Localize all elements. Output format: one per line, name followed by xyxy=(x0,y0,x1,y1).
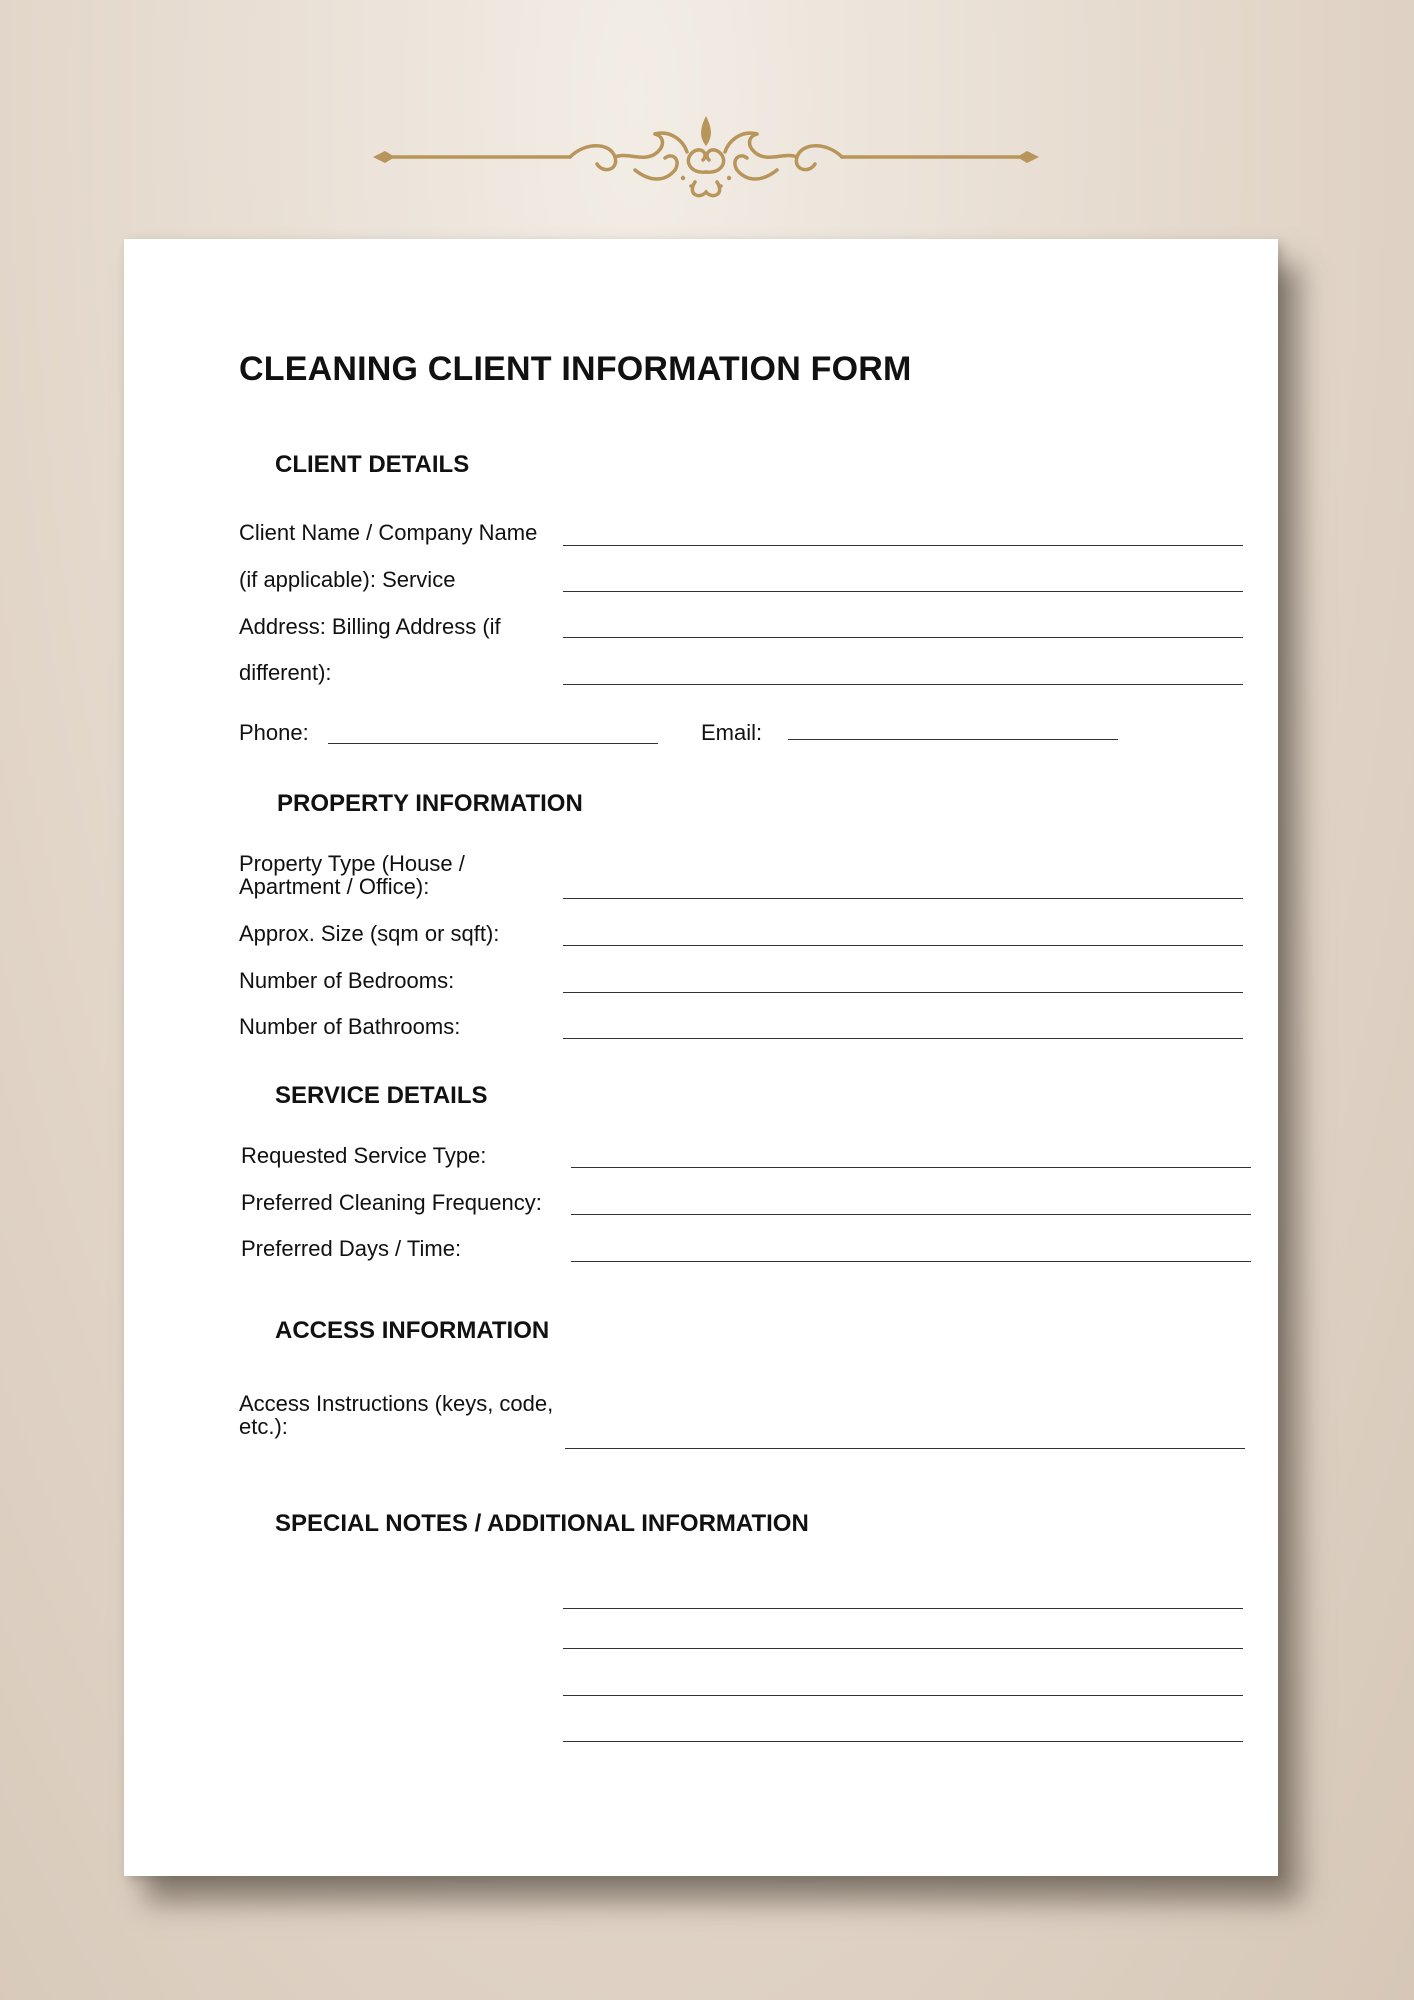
section-heading-access-information: ACCESS INFORMATION xyxy=(275,1317,550,1344)
section-heading-special-notes: SPECIAL NOTES / ADDITIONAL INFORMATION xyxy=(275,1510,809,1537)
notes-line-2[interactable] xyxy=(563,1648,1243,1649)
access-instructions-line[interactable] xyxy=(565,1448,1245,1449)
form-title: CLEANING CLIENT INFORMATION FORM xyxy=(239,350,912,388)
notes-line-1[interactable] xyxy=(563,1608,1243,1609)
email-line[interactable] xyxy=(788,739,1118,740)
phone-line[interactable] xyxy=(328,743,658,744)
bathrooms-label: Number of Bathrooms: xyxy=(239,1014,461,1039)
frequency-label: Preferred Cleaning Frequency: xyxy=(241,1190,542,1215)
form-sheet xyxy=(124,239,1278,1876)
notes-line-4[interactable] xyxy=(563,1741,1243,1742)
address-extra-line[interactable] xyxy=(563,684,1243,685)
service-line[interactable] xyxy=(563,591,1243,592)
billing-address-line[interactable] xyxy=(563,637,1243,638)
client-name-line[interactable] xyxy=(563,545,1243,546)
property-type-line[interactable] xyxy=(563,898,1243,899)
service-label: (if applicable): Service xyxy=(239,567,456,592)
bedrooms-label: Number of Bedrooms: xyxy=(239,968,455,993)
property-type-label-line2: Apartment / Office): xyxy=(239,874,430,899)
service-type-label: Requested Service Type: xyxy=(241,1143,487,1168)
different-label: different): xyxy=(239,660,332,685)
decorative-flourish xyxy=(365,112,1047,202)
billing-address-label: Address: Billing Address (if xyxy=(239,614,501,639)
access-instructions-label-line1: Access Instructions (keys, code, xyxy=(239,1391,554,1416)
notes-line-3[interactable] xyxy=(563,1695,1243,1696)
phone-label: Phone: xyxy=(239,720,309,745)
bedrooms-line[interactable] xyxy=(563,992,1243,993)
bathrooms-line[interactable] xyxy=(563,1038,1243,1039)
section-heading-client-details: CLIENT DETAILS xyxy=(275,451,470,478)
days-time-label: Preferred Days / Time: xyxy=(241,1236,462,1261)
approx-size-line[interactable] xyxy=(563,945,1243,946)
client-name-label: Client Name / Company Name xyxy=(239,520,538,545)
email-label: Email: xyxy=(701,720,763,745)
approx-size-label: Approx. Size (sqm or sqft): xyxy=(239,921,500,946)
frequency-line[interactable] xyxy=(571,1214,1251,1215)
service-type-line[interactable] xyxy=(571,1167,1251,1168)
section-heading-service-details: SERVICE DETAILS xyxy=(275,1082,488,1109)
days-time-line[interactable] xyxy=(571,1261,1251,1262)
section-heading-property-information: PROPERTY INFORMATION xyxy=(277,790,583,817)
property-type-label-line1: Property Type (House / xyxy=(239,851,465,876)
access-instructions-label-line2: etc.): xyxy=(239,1414,288,1439)
